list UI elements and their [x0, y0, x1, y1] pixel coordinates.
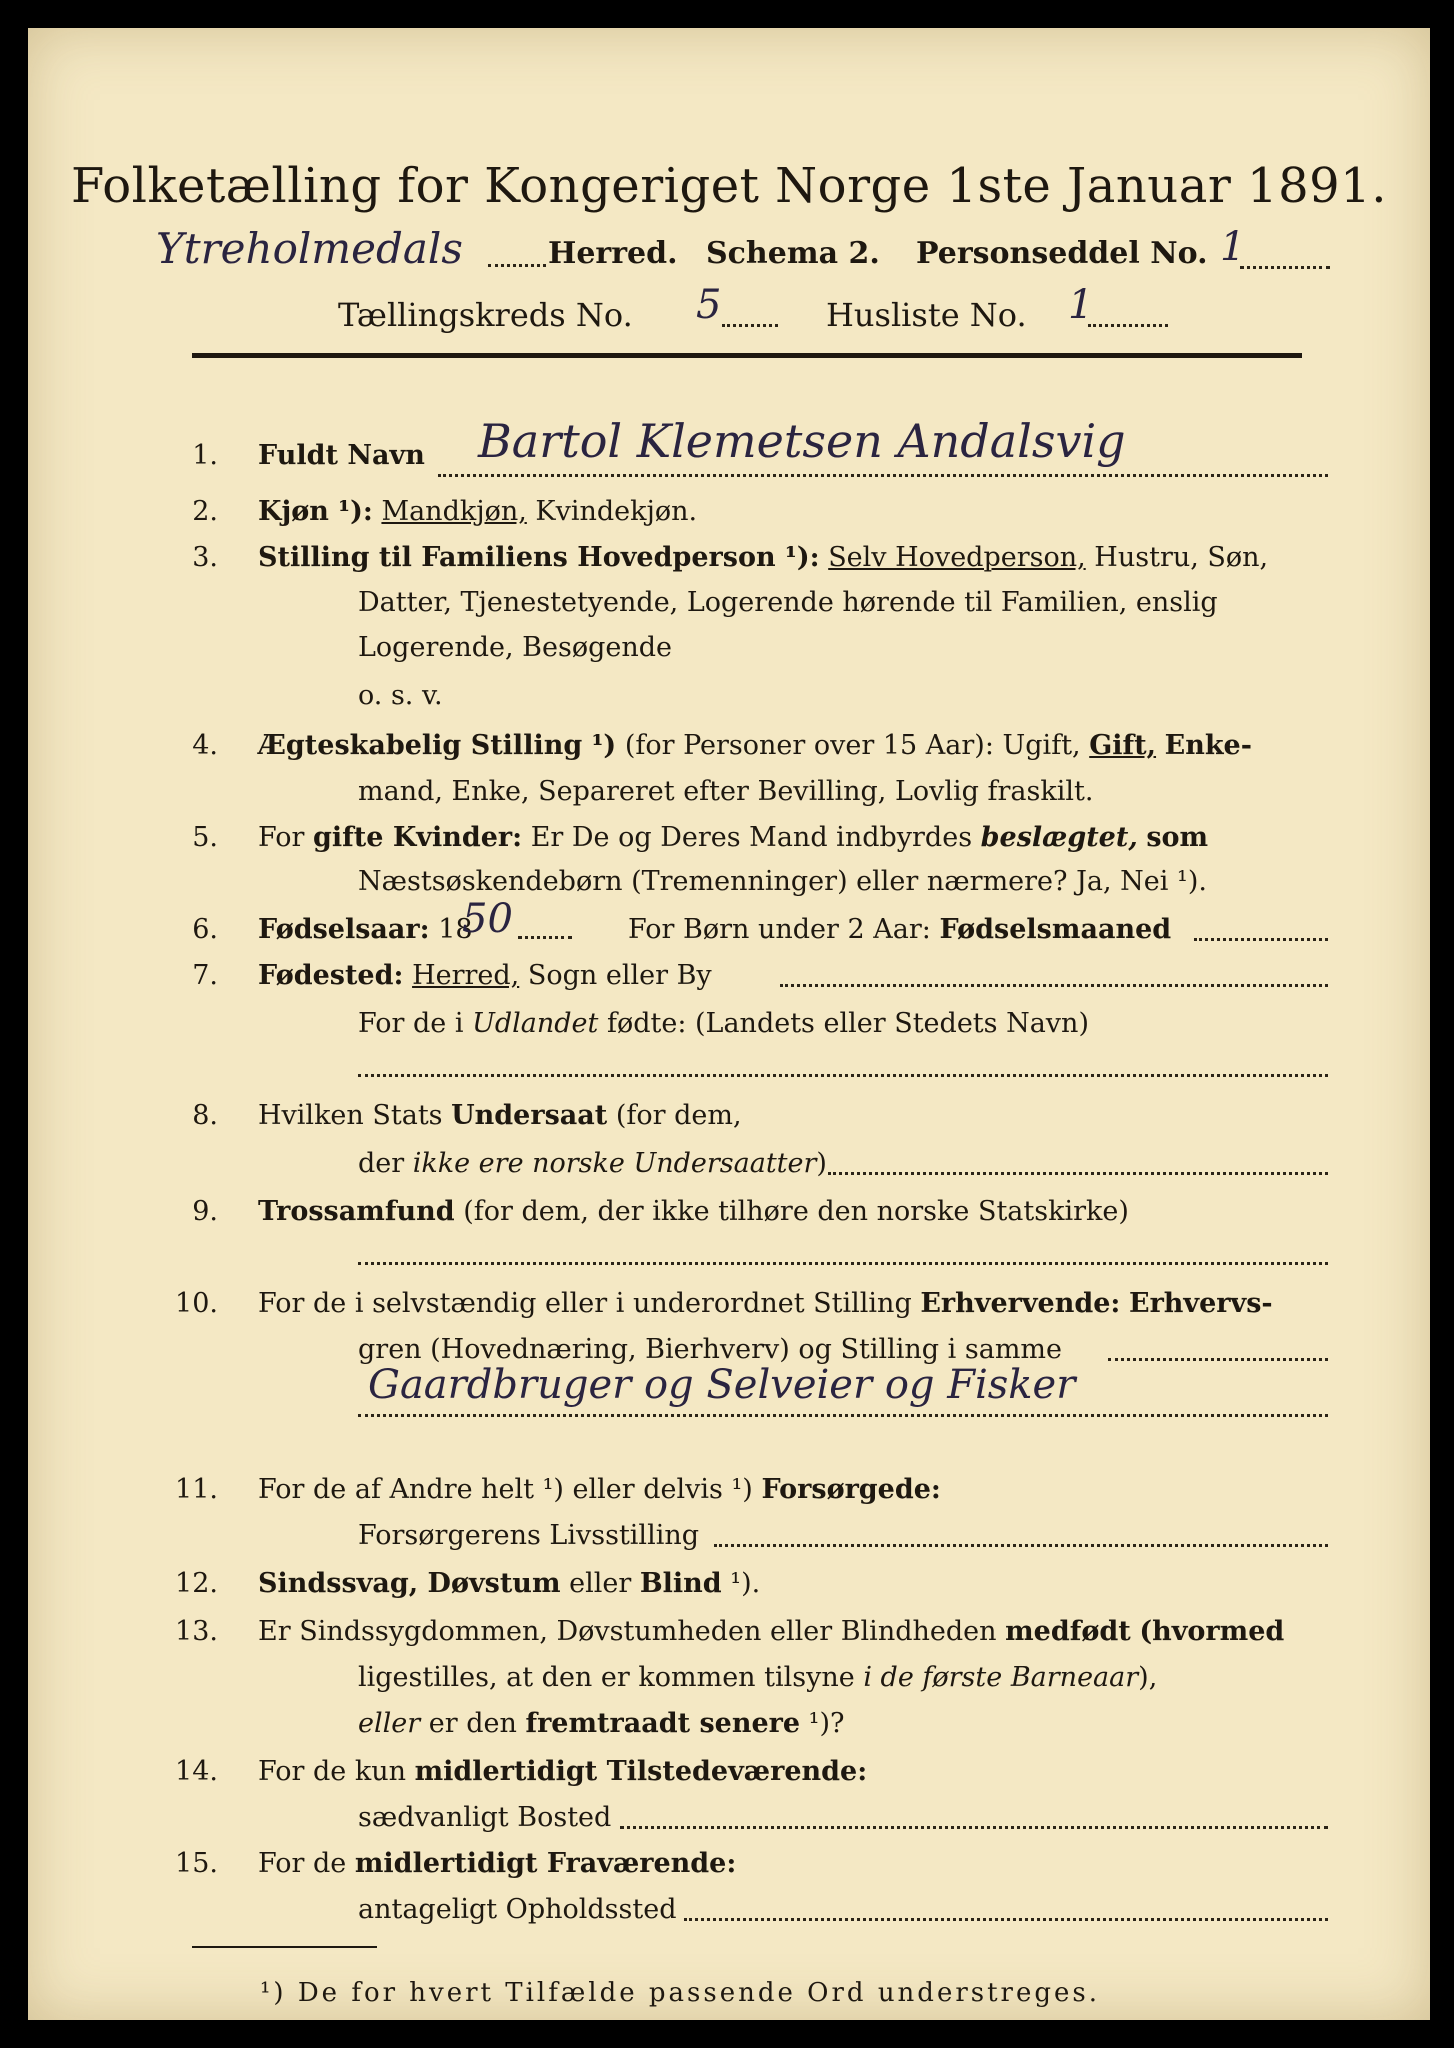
personseddel-dotline	[1240, 266, 1330, 269]
q12-label2: Blind	[639, 1568, 722, 1599]
q13-line3	[358, 1702, 845, 1746]
q7-line2-post: fødte: (Landets eller Stedets Navn)	[606, 1008, 1089, 1039]
q10-label: Erhvervende:	[920, 1288, 1121, 1319]
q9-answer-dotline	[358, 1262, 1328, 1265]
q6-number: 6.	[192, 914, 218, 945]
q8-line2	[358, 1142, 827, 1186]
q8-dotline	[828, 1172, 1328, 1175]
q8-number: 8.	[192, 1100, 218, 1131]
q7-answer-dotline	[358, 1074, 1328, 1077]
q2-label: Kjøn ¹):	[258, 496, 373, 527]
q5-label: gifte Kvinder:	[313, 822, 523, 853]
q14-label: midlertidigt Tilstedeværende:	[414, 1756, 868, 1787]
q8-text: (for dem,	[615, 1100, 742, 1131]
q8-line2-pre: der	[358, 1148, 405, 1179]
q8-line2-italic: ikke ere norske Undersaatter	[412, 1148, 817, 1179]
q14-number: 14.	[175, 1756, 218, 1787]
q13-line3-pre: er den	[428, 1708, 517, 1739]
q8-line2-post: )	[816, 1148, 827, 1179]
q12-number: 12.	[175, 1568, 218, 1599]
q15-label: midlertidigt Fraværende:	[354, 1848, 737, 1879]
q7-option-herred: Herred,	[412, 960, 520, 991]
footnote: ¹) De for hvert Tilfælde passende Ord understreges.	[260, 1978, 1101, 2008]
q5-line2: Næstsøskendebørn (Tremenninger) eller nærmere? Ja, Nei ¹).	[358, 866, 1207, 897]
q15-line2: antageligt Opholdssted	[358, 1894, 677, 1925]
q13-line2-post: ),	[1138, 1662, 1158, 1693]
q14-line2: sædvanligt Bosted	[358, 1802, 612, 1833]
q6-label: Fødselsaar:	[258, 914, 430, 945]
q1-dotline	[438, 474, 1328, 477]
q13-number: 13.	[175, 1616, 218, 1647]
q9-text: (for dem, der ikke tilhøre den norske Statskirke)	[463, 1196, 1129, 1227]
q14-dotline	[620, 1826, 1328, 1829]
q6-text: For Børn under 2 Aar:	[628, 914, 931, 945]
herred-dotline	[488, 264, 546, 267]
q13-post: (hvormed	[1139, 1616, 1285, 1647]
q13-line3-italic: eller	[358, 1708, 421, 1739]
q10-answer-dotline	[358, 1414, 1328, 1417]
q8-label: Undersaat	[451, 1100, 608, 1131]
q6-child-text	[628, 908, 1171, 952]
q11-number: 11.	[175, 1474, 218, 1505]
q11-pre: For de af Andre helt ¹) eller delvis ¹)	[258, 1474, 753, 1505]
q11-dotline	[714, 1544, 1328, 1547]
q6-year-prefix: 18	[438, 914, 473, 945]
q2-number: 2.	[192, 496, 218, 527]
q13-line2-italic: i de første Barneaar	[863, 1662, 1139, 1693]
q11-line2: Forsørgerens Livsstilling	[358, 1520, 700, 1551]
q10-dotline	[1108, 1358, 1328, 1361]
q2-option-mandkjon: Mandkjøn,	[381, 496, 527, 527]
q10-line2: gren (Hovednæring, Bierhverv) og Stilling i samme	[358, 1334, 1063, 1365]
q1-answer-name: Bartol Klemetsen Andalsvig	[478, 414, 1126, 468]
q10-pre: For de i selvstændig eller i underordnet Stilling	[258, 1288, 912, 1319]
q10-number: 10.	[175, 1288, 218, 1319]
q10-occupation-answer: Gaardbruger og Selveier og Fisker	[368, 1362, 1076, 1408]
q3-line4: o. s. v.	[358, 680, 443, 711]
q13-line2	[358, 1656, 1157, 1700]
q3-line2: Datter, Tjenestetyende, Logerende hørende til Familien, enslig	[358, 587, 1218, 618]
q3-line3: Logerende, Besøgende	[358, 632, 672, 663]
form-title: Folketælling for Kongeriget Norge 1ste Januar 1891.	[71, 158, 1387, 214]
q9-label: Trossamfund	[258, 1196, 455, 1227]
herred-handwritten: Ytreholmedals	[156, 224, 463, 273]
q4-option-enke: Enke-	[1164, 730, 1252, 761]
q7-label: Fødested:	[258, 960, 404, 991]
q13-line2-pre: ligestilles, at den er kommen tilsyne	[358, 1662, 855, 1693]
q4-label: Ægteskabelig Stilling ¹)	[258, 730, 617, 761]
q15-dotline	[684, 1918, 1328, 1921]
q4-number: 4.	[192, 730, 218, 761]
personseddel-value: 1	[1220, 224, 1246, 270]
q15-pre: For de	[258, 1848, 347, 1879]
q12-post: ¹).	[730, 1568, 761, 1599]
q4-option-gift: Gift,	[1089, 730, 1157, 761]
husliste-dotline	[1088, 324, 1168, 327]
q12-label: Sindssvag, Døvstum	[258, 1568, 561, 1599]
header-rule	[192, 353, 1302, 358]
q2-option-kvindekjon: Kvindekjøn.	[535, 496, 698, 527]
q14-pre: For de kun	[258, 1756, 406, 1787]
q7-line2-italic: Udlandet	[472, 1008, 599, 1039]
q7-dotline	[780, 984, 1328, 987]
q3-option-selected: Selv Hovedperson,	[828, 542, 1086, 573]
q4-line2: mand, Enke, Separeret efter Bevilling, Lovlig fraskilt.	[358, 776, 1094, 807]
q10-text: Erhvervs-	[1129, 1288, 1273, 1319]
q4-text: (for Personer over 15 Aar): Ugift,	[624, 730, 1081, 761]
q6-label2: Fødselsmaaned	[939, 914, 1172, 945]
q3-label: Stilling til Familiens Hovedperson ¹):	[258, 542, 820, 573]
q13-line3-bold: fremtraadt senere	[525, 1708, 801, 1739]
q15-number: 15.	[175, 1848, 218, 1879]
q13-line3-post: ¹)?	[808, 1708, 845, 1739]
q3-options-rest: Hustru, Søn,	[1094, 542, 1269, 573]
q7-number: 7.	[192, 960, 218, 991]
q7-text: Sogn eller By	[527, 960, 712, 991]
q5-number: 5.	[192, 822, 218, 853]
husliste-label: Husliste No.	[826, 296, 1027, 334]
q6-year-answer: 50	[462, 896, 513, 942]
q6-month-dotline	[1194, 938, 1328, 941]
q6-dotline	[518, 936, 572, 939]
q11-label: Forsørgede:	[761, 1474, 941, 1505]
q5-text2: som	[1146, 822, 1209, 853]
q9-number: 9.	[192, 1196, 218, 1227]
q12-mid: eller	[569, 1568, 632, 1599]
q5-text: Er De og Deres Mand indbyrdes	[530, 822, 973, 853]
q13-pre: Er Sindssygdommen, Døvstumheden eller Blindheden	[258, 1616, 997, 1647]
q8-pre: Hvilken Stats	[258, 1100, 443, 1131]
q7-line2-pre: For de i	[358, 1008, 464, 1039]
schema-label: Schema 2.	[706, 236, 880, 271]
census-form-sheet	[28, 28, 1430, 2020]
q7-line2	[358, 1002, 1089, 1046]
kreds-label: Tællingskreds No.	[338, 296, 633, 334]
q1-number: 1.	[192, 440, 218, 471]
q5-italic: beslægtet,	[980, 822, 1138, 853]
q3-number: 3.	[192, 542, 218, 573]
husliste-value: 1	[1068, 282, 1094, 328]
q13-label: medfødt	[1005, 1616, 1131, 1647]
footnote-rule	[192, 1946, 377, 1948]
kreds-value: 5	[696, 282, 722, 328]
q5-pre: For	[258, 822, 305, 853]
q1-label: Fuldt Navn	[258, 440, 425, 471]
personseddel-label: Personseddel No.	[916, 236, 1208, 271]
herred-label: Herred.	[548, 236, 678, 271]
kreds-dotline	[722, 324, 778, 327]
